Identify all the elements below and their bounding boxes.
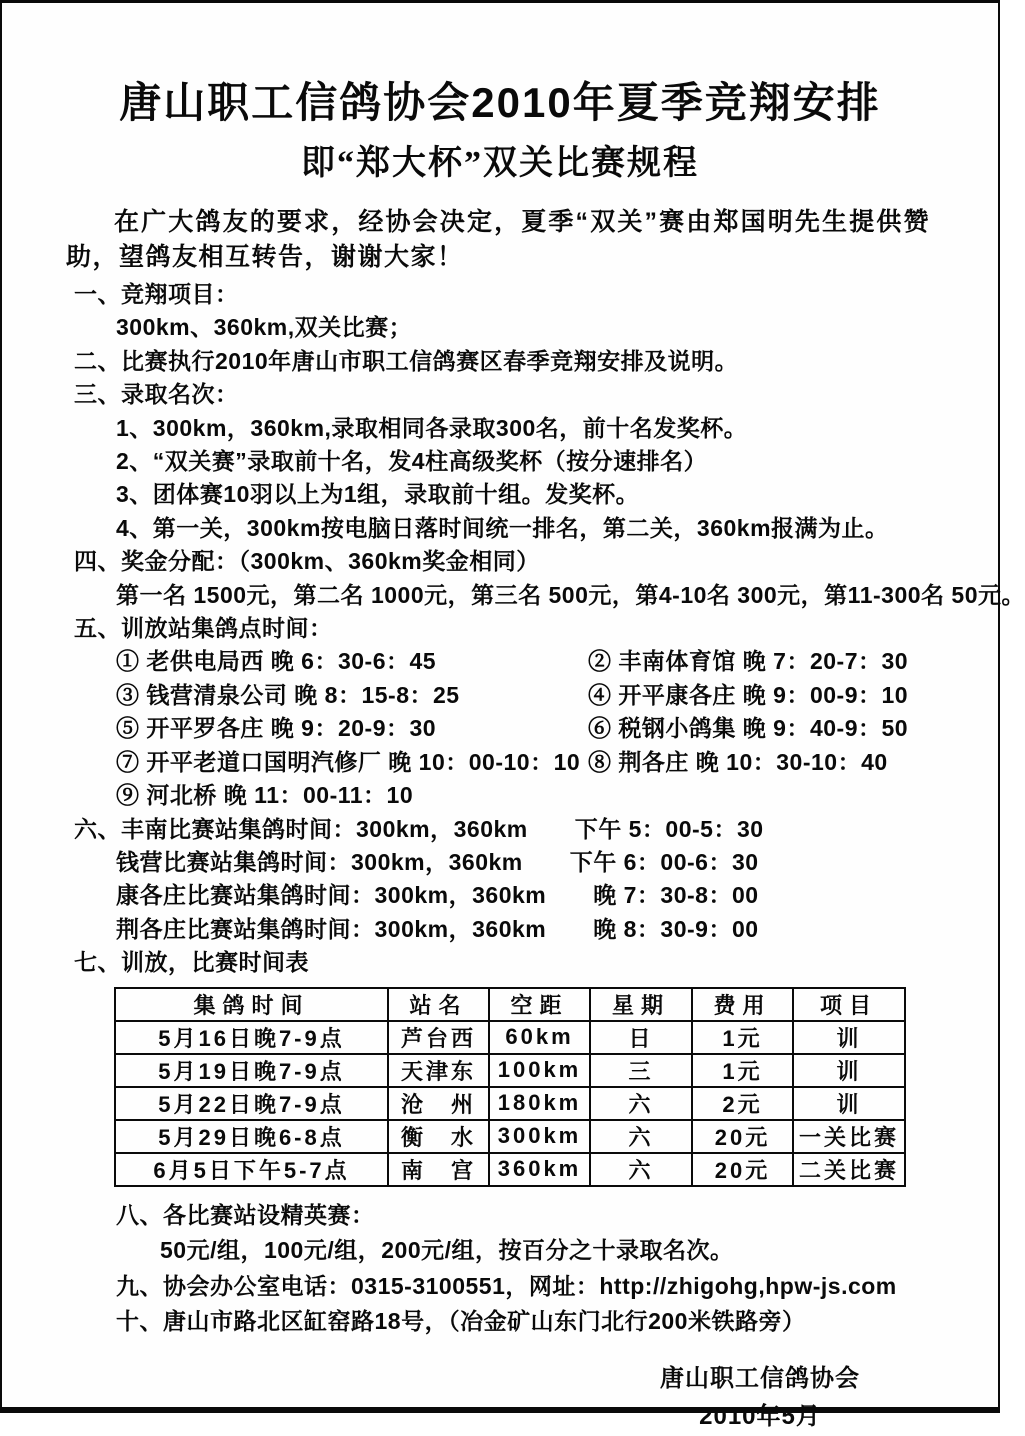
section-4-title: 奖金分配：（300km、360km奖金相同） bbox=[121, 548, 540, 575]
table-cell: 300km bbox=[489, 1120, 590, 1153]
footer-association-name: 唐山职工信鸽协会 bbox=[660, 1364, 860, 1392]
table-cell: 芦台西 bbox=[388, 1021, 489, 1054]
section-6-line: 康各庄比赛站集鸽时间：300km，360km 晚 7：30-8：00 bbox=[116, 882, 759, 909]
station-time-item: ② 丰南体育馆 晚 7：20-7：30 bbox=[588, 648, 909, 675]
station-time-item: ⑧ 荆各庄 晚 10：30-10：40 bbox=[588, 748, 888, 775]
section-4-number: 四、 bbox=[74, 548, 121, 575]
table-header-cell: 空距 bbox=[489, 988, 590, 1021]
table-cell: 100km bbox=[489, 1054, 590, 1087]
section-2-title: 比赛执行2010年唐山市职工信鸽赛区春季竞翔安排及说明。 bbox=[121, 347, 739, 374]
table-cell: 衡 水 bbox=[388, 1120, 489, 1153]
table-row bbox=[115, 1120, 905, 1153]
section-1-heading bbox=[74, 278, 998, 311]
section-5-title: 训放站集鸽点时间： bbox=[121, 615, 333, 642]
section-7-heading bbox=[74, 946, 998, 979]
table-cell: 六 bbox=[590, 1153, 692, 1186]
table-header-cell: 星期 bbox=[590, 988, 692, 1021]
section-3-title: 录取名次： bbox=[121, 381, 239, 408]
table-cell: 训 bbox=[793, 1087, 905, 1120]
section-1-title: 竞翔项目： bbox=[121, 281, 239, 307]
section-3-number: 三、 bbox=[74, 381, 121, 408]
section-3-heading bbox=[74, 378, 998, 411]
table-cell: 5月29日晚6-8点 bbox=[115, 1120, 388, 1153]
table-cell: 日 bbox=[590, 1021, 692, 1054]
table-cell: 训 bbox=[793, 1054, 905, 1087]
section-7-number: 七、 bbox=[74, 949, 121, 976]
page-title: 唐山职工信鸽协会2010年夏季竞翔安排 bbox=[119, 79, 881, 126]
table-cell: 5月19日晚7-9点 bbox=[115, 1054, 388, 1087]
table-row bbox=[115, 1054, 905, 1087]
table-cell: 6月5日下午5-7点 bbox=[115, 1153, 388, 1186]
section-8-heading bbox=[116, 1198, 998, 1234]
section-5-heading bbox=[74, 612, 998, 645]
table-cell: 一关比赛 bbox=[793, 1120, 905, 1153]
intro-paragraph: 在广大鸽友的要求，经协会决定，夏季“双关”赛由郑国明先生提供赞助，望鸽友相互转告，谢谢大家！ bbox=[66, 208, 930, 271]
section-10-heading bbox=[116, 1304, 998, 1340]
document-body bbox=[2, 278, 1025, 1436]
section-9-number: 九、 bbox=[116, 1272, 163, 1299]
section-8-line: 50元/组，100元/组，200元/组，按百分之十录取名次。 bbox=[160, 1237, 734, 1264]
table-cell: 180km bbox=[489, 1087, 590, 1120]
table-header-cell: 集鸽时间 bbox=[115, 988, 388, 1021]
table-cell: 二关比赛 bbox=[793, 1153, 905, 1186]
table-header-cell: 项目 bbox=[793, 988, 905, 1021]
section-9-heading bbox=[116, 1269, 998, 1305]
table-cell: 1元 bbox=[692, 1021, 793, 1054]
section-6-line: 钱营比赛站集鸽时间：300km，360km 下午 6：00-6：30 bbox=[116, 848, 759, 875]
document-tail bbox=[2, 1198, 998, 1340]
station-time-item: ⑤ 开平罗各庄 晚 9：20-9：30 bbox=[116, 715, 437, 742]
section-10-title: 唐山市路北区缸窑路18号，（冶金矿山东门北行200米铁路旁） bbox=[163, 1308, 806, 1335]
section-1-number: 一、 bbox=[74, 281, 121, 307]
page-subtitle: 即“郑大杯”双关比赛规程 bbox=[301, 145, 699, 182]
table-cell: 三 bbox=[590, 1054, 692, 1087]
section-10-number: 十、 bbox=[116, 1308, 163, 1335]
table-cell: 20元 bbox=[692, 1120, 793, 1153]
station-time-item: ③ 钱营清泉公司 晚 8：15-8：25 bbox=[116, 681, 460, 708]
table-header-cell: 站名 bbox=[388, 988, 489, 1021]
table-cell: 天津东 bbox=[388, 1054, 489, 1087]
section-7-title: 训放，比赛时间表 bbox=[121, 949, 309, 976]
table-cell: 训 bbox=[793, 1021, 905, 1054]
station-time-item: ⑥ 税钢小鸽集 晚 9：40-9：50 bbox=[588, 715, 909, 742]
section-5-number: 五、 bbox=[74, 615, 121, 642]
table-cell: 360km bbox=[489, 1153, 590, 1186]
section-4-line: 第一名 1500元，第二名 1000元，第三名 500元，第4-10名 300元，第11-300名 50元。 bbox=[116, 581, 1025, 608]
section-9-title: 协会办公室电话：0315-3100551，网址：http://zhigohg,hpw-js.com bbox=[163, 1272, 897, 1299]
station-time-item: ① 老供电局西 晚 6：30-6：45 bbox=[116, 648, 437, 675]
table-cell: 20元 bbox=[692, 1153, 793, 1186]
table-cell: 60km bbox=[489, 1021, 590, 1054]
table-header-cell: 费用 bbox=[692, 988, 793, 1021]
schedule-table bbox=[114, 987, 906, 1187]
section-6-line: 丰南比赛站集鸽时间：300km，360km 下午 5：00-5：30 bbox=[121, 815, 764, 842]
table-row bbox=[115, 1153, 905, 1186]
release-stations-grid bbox=[116, 645, 998, 812]
section-6-number: 六、 bbox=[74, 815, 121, 842]
section-3-item: 3、团体赛10羽以上为1组，录取前十组。发奖杯。 bbox=[116, 481, 640, 508]
document-footer bbox=[610, 1360, 910, 1436]
station-time-item: ⑦ 开平老道口国明汽修厂 晚 10：00-10：10 bbox=[116, 748, 581, 775]
table-row bbox=[115, 1021, 905, 1054]
station-time-item: ⑨ 河北桥 晚 11：00-11：10 bbox=[116, 782, 414, 809]
section-3-item: 1、300km，360km,录取相同各录取300名，前十名发奖杯。 bbox=[116, 414, 748, 441]
section-4-heading bbox=[74, 545, 998, 578]
table-cell: 2元 bbox=[692, 1087, 793, 1120]
table-cell: 5月22日晚7-9点 bbox=[115, 1087, 388, 1120]
section-3-item: 4、第一关，300km按电脑日落时间统一排名，第二关，360km报满为止。 bbox=[116, 514, 889, 541]
section-6-line: 荆各庄比赛站集鸽时间：300km，360km 晚 8：30-9：00 bbox=[116, 915, 759, 942]
section-6-heading bbox=[74, 813, 998, 846]
section-8-title: 各比赛站设精英赛： bbox=[163, 1201, 375, 1228]
section-8-number: 八、 bbox=[116, 1201, 163, 1228]
table-cell: 六 bbox=[590, 1087, 692, 1120]
footer-date: 2010年5月 bbox=[699, 1402, 821, 1430]
section-1-line: 300km、360km,双关比赛； bbox=[116, 314, 413, 341]
table-cell: 沧 州 bbox=[388, 1087, 489, 1120]
section-2-heading bbox=[74, 345, 998, 378]
station-time-item: ④ 开平康各庄 晚 9：00-9：10 bbox=[588, 681, 909, 708]
section-3-item: 2、“双关赛”录取前十名，发4柱高级奖杯（按分速排名） bbox=[116, 448, 708, 475]
table-row bbox=[115, 1087, 905, 1120]
table-header-row bbox=[115, 988, 905, 1021]
table-cell: 六 bbox=[590, 1120, 692, 1153]
section-2-number: 二、 bbox=[74, 347, 121, 374]
table-cell: 1元 bbox=[692, 1054, 793, 1087]
table-cell: 南 宫 bbox=[388, 1153, 489, 1186]
table-cell: 5月16日晚7-9点 bbox=[115, 1021, 388, 1054]
